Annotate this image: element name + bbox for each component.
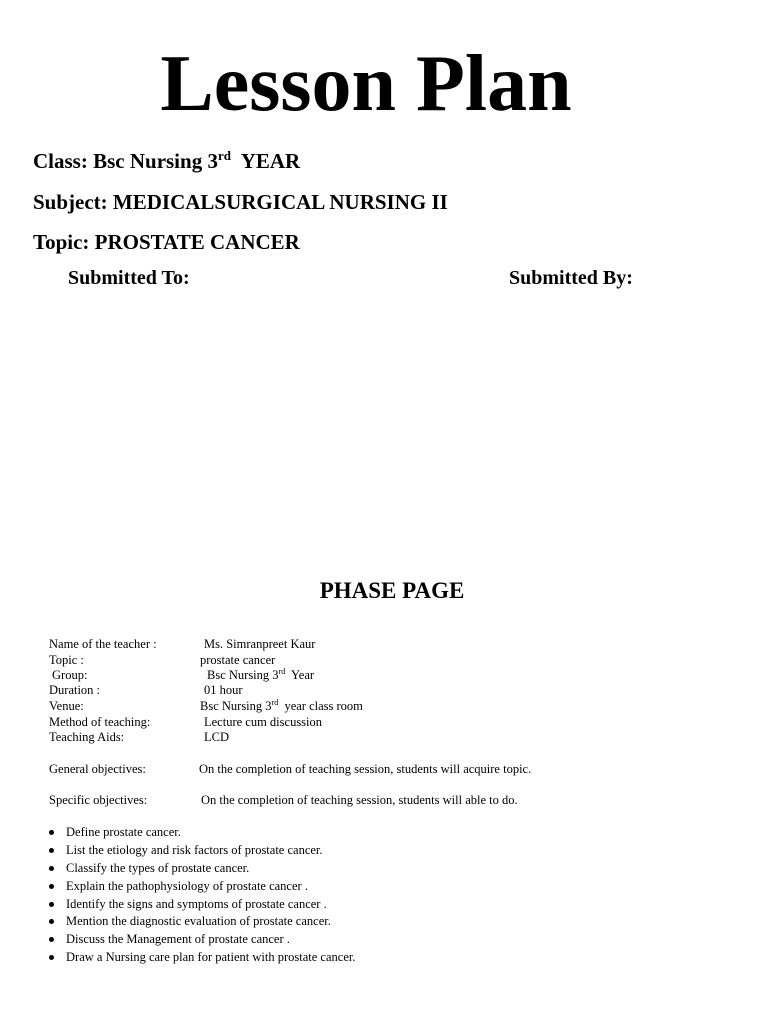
bullet-icon bbox=[49, 937, 54, 942]
list-item: Discuss the Management of prostate cancer . bbox=[49, 931, 355, 949]
method-label: Method of teaching: bbox=[49, 715, 151, 729]
group-value bbox=[207, 667, 314, 683]
specific-objectives-label: Specific objectives: bbox=[49, 793, 148, 807]
duration-value: 01 hour bbox=[204, 683, 243, 697]
list-item: Draw a Nursing care plan for patient with prostate cancer. bbox=[49, 949, 355, 967]
venue-value-suffix: year class room bbox=[284, 699, 363, 713]
group-superscript: rd bbox=[278, 667, 286, 676]
teacher-label: Name of the teacher : bbox=[49, 637, 157, 651]
general-objectives-label: General objectives: bbox=[49, 762, 146, 776]
bullet-icon bbox=[49, 830, 54, 835]
bullet-icon bbox=[49, 884, 54, 889]
class-superscript: rd bbox=[217, 148, 231, 163]
phase-page-heading: PHASE PAGE bbox=[319, 578, 465, 603]
aids-value: LCD bbox=[204, 730, 229, 744]
group-label: Group: bbox=[52, 668, 88, 682]
bullet-icon bbox=[49, 866, 54, 871]
teacher-value: Ms. Simranpreet Kaur bbox=[204, 637, 316, 651]
subject-label: Subject: bbox=[33, 190, 108, 214]
bullet-icon bbox=[49, 902, 54, 907]
venue-value-text: Bsc Nursing 3 bbox=[200, 699, 272, 713]
class-value: Bsc Nursing 3 bbox=[93, 149, 218, 173]
objectives-list bbox=[49, 824, 355, 967]
duration-label: Duration : bbox=[49, 683, 101, 697]
specific-objectives-value: On the completion of teaching session, students will able to do. bbox=[201, 793, 518, 807]
topic-label: Topic: bbox=[33, 230, 90, 254]
venue-superscript: rd bbox=[271, 698, 279, 707]
group-value-suffix: Year bbox=[291, 668, 315, 682]
page-title: Lesson Plan bbox=[160, 40, 572, 128]
bullet-icon bbox=[49, 848, 54, 853]
subject-value: MEDICALSURGICAL NURSING II bbox=[112, 190, 448, 214]
bullet-icon bbox=[49, 955, 54, 960]
topic-info-value: prostate cancer bbox=[200, 653, 276, 667]
submitted-to: Submitted To: bbox=[68, 267, 190, 289]
list-item: Mention the diagnostic evaluation of prostate cancer. bbox=[49, 913, 355, 931]
method-value: Lecture cum discussion bbox=[204, 715, 323, 729]
list-item: Classify the types of prostate cancer. bbox=[49, 860, 355, 878]
group-value-text: Bsc Nursing 3 bbox=[207, 668, 279, 682]
list-item: Identify the signs and symptoms of prostate cancer . bbox=[49, 896, 355, 914]
list-item: Define prostate cancer. bbox=[49, 824, 355, 842]
venue-label: Venue: bbox=[49, 699, 84, 713]
class-label: Class: bbox=[33, 149, 88, 173]
class-line bbox=[33, 148, 300, 174]
topic-value: PROSTATE CANCER bbox=[94, 230, 300, 254]
topic-info-label: Topic : bbox=[49, 653, 84, 667]
subject-line bbox=[33, 189, 448, 215]
list-item: List the etiology and risk factors of prostate cancer. bbox=[49, 842, 355, 860]
topic-line bbox=[33, 229, 300, 255]
aids-label: Teaching Aids: bbox=[49, 730, 125, 744]
class-suffix: YEAR bbox=[240, 149, 301, 173]
bullet-icon bbox=[49, 919, 54, 924]
general-objectives-value: On the completion of teaching session, students will acquire topic. bbox=[199, 762, 532, 776]
list-item: Explain the pathophysiology of prostate cancer . bbox=[49, 878, 355, 896]
venue-value bbox=[200, 698, 363, 714]
submitted-by: Submitted By: bbox=[509, 267, 633, 289]
